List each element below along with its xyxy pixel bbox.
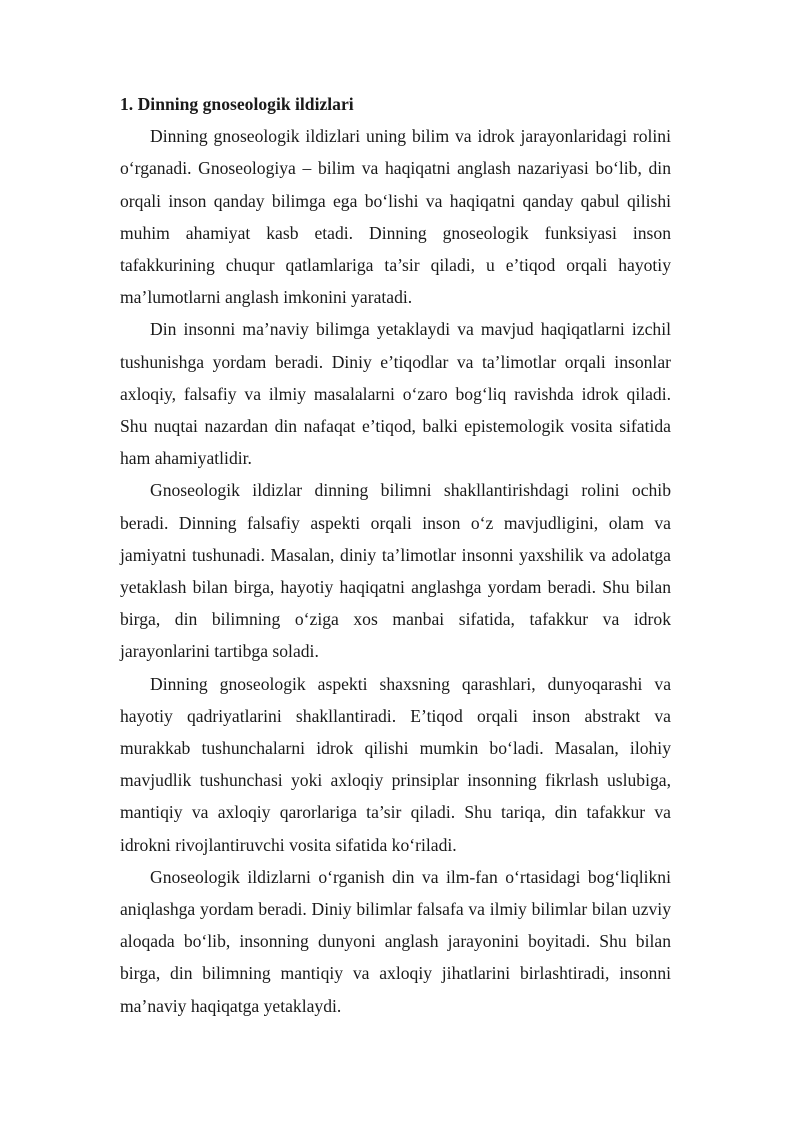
paragraph: Dinning gnoseologik aspekti shaxsning qarashlari, dunyoqarashi va hayotiy qadriyatlarini shakllantiradi. E’tiqod orqali inson abstrakt va murakkab tushunchalarni idrok qilishi mumkin bo‘ladi. Masalan, ilohiy mavjudlik tushunchasi yoki axloqiy prinsiplar insonning fikrlash uslubiga, mantiqiy va axloqiy qarorlariga ta’sir qiladi. Shu tariqa, din tafakkur va idrokni rivojlantiruvchi vosita sifatida ko‘riladi. xyxy=(120,673,671,855)
paragraph: Gnoseologik ildizlar dinning bilimni shakllantirishdagi rolini ochib beradi. Dinning falsafiy aspekti orqali inson o‘z mavjudligini, olam va jamiyatni tushunadi. Masalan, diniy ta’limotlar insonni yaxshilik va adolatga yetaklash bilan birga, hayotiy haqiqatni anglashga yordam beradi. Shu bilan birga, din bilimning o‘ziga xos manbai sifatida, tafakkur va idrok jarayonlarini tartibga soladi. xyxy=(120,480,671,662)
section-heading: 1. Dinning gnoseologik ildizlari xyxy=(120,94,354,114)
paragraph: Gnoseologik ildizlarni o‘rganish din va ilm-fan o‘rtasidagi bog‘liqlikni aniqlashga yordam beradi. Diniy bilimlar falsafa va ilmiy bilimlar bilan uzviy aloqada bo‘lib, insonning dunyoni anglash jarayonini boyitadi. Shu bilan birga, din bilimning mantiqiy va axloqiy jihatlarini birlashtiradi, insonni ma’naviy haqiqatga yetaklaydi. xyxy=(120,866,671,1016)
paragraph: Dinning gnoseologik ildizlari uning bilim va idrok jarayonlaridagi rolini o‘rganadi. Gnoseologiya – bilim va haqiqatni anglash nazariyasi bo‘lib, din orqali inson qanday bilimga ega bo‘lishi va haqiqatni qanday qabul qilishi muhim ahamiyat kasb etadi. Dinning gnoseologik funksiyasi inson tafakkurining chuqur qatlamlariga ta’sir qiladi, u e’tiqod orqali hayotiy ma’lumotlarni anglash imkonini yaratadi. xyxy=(120,126,671,308)
paragraph: Din insonni ma’naviy bilimga yetaklaydi va mavjud haqiqatlarni izchil tushunishga yordam beradi. Diniy e’tiqodlar va ta’limotlar orqali insonlar axloqiy, falsafiy va ilmiy masalalarni o‘zaro bog‘liq ravishda idrok qiladi. Shu nuqtai nazardan din nafaqat e’tiqod, balki epistemologik vosita sifatida ham ahamiyatlidir. xyxy=(120,319,671,469)
document-body xyxy=(120,88,671,1022)
